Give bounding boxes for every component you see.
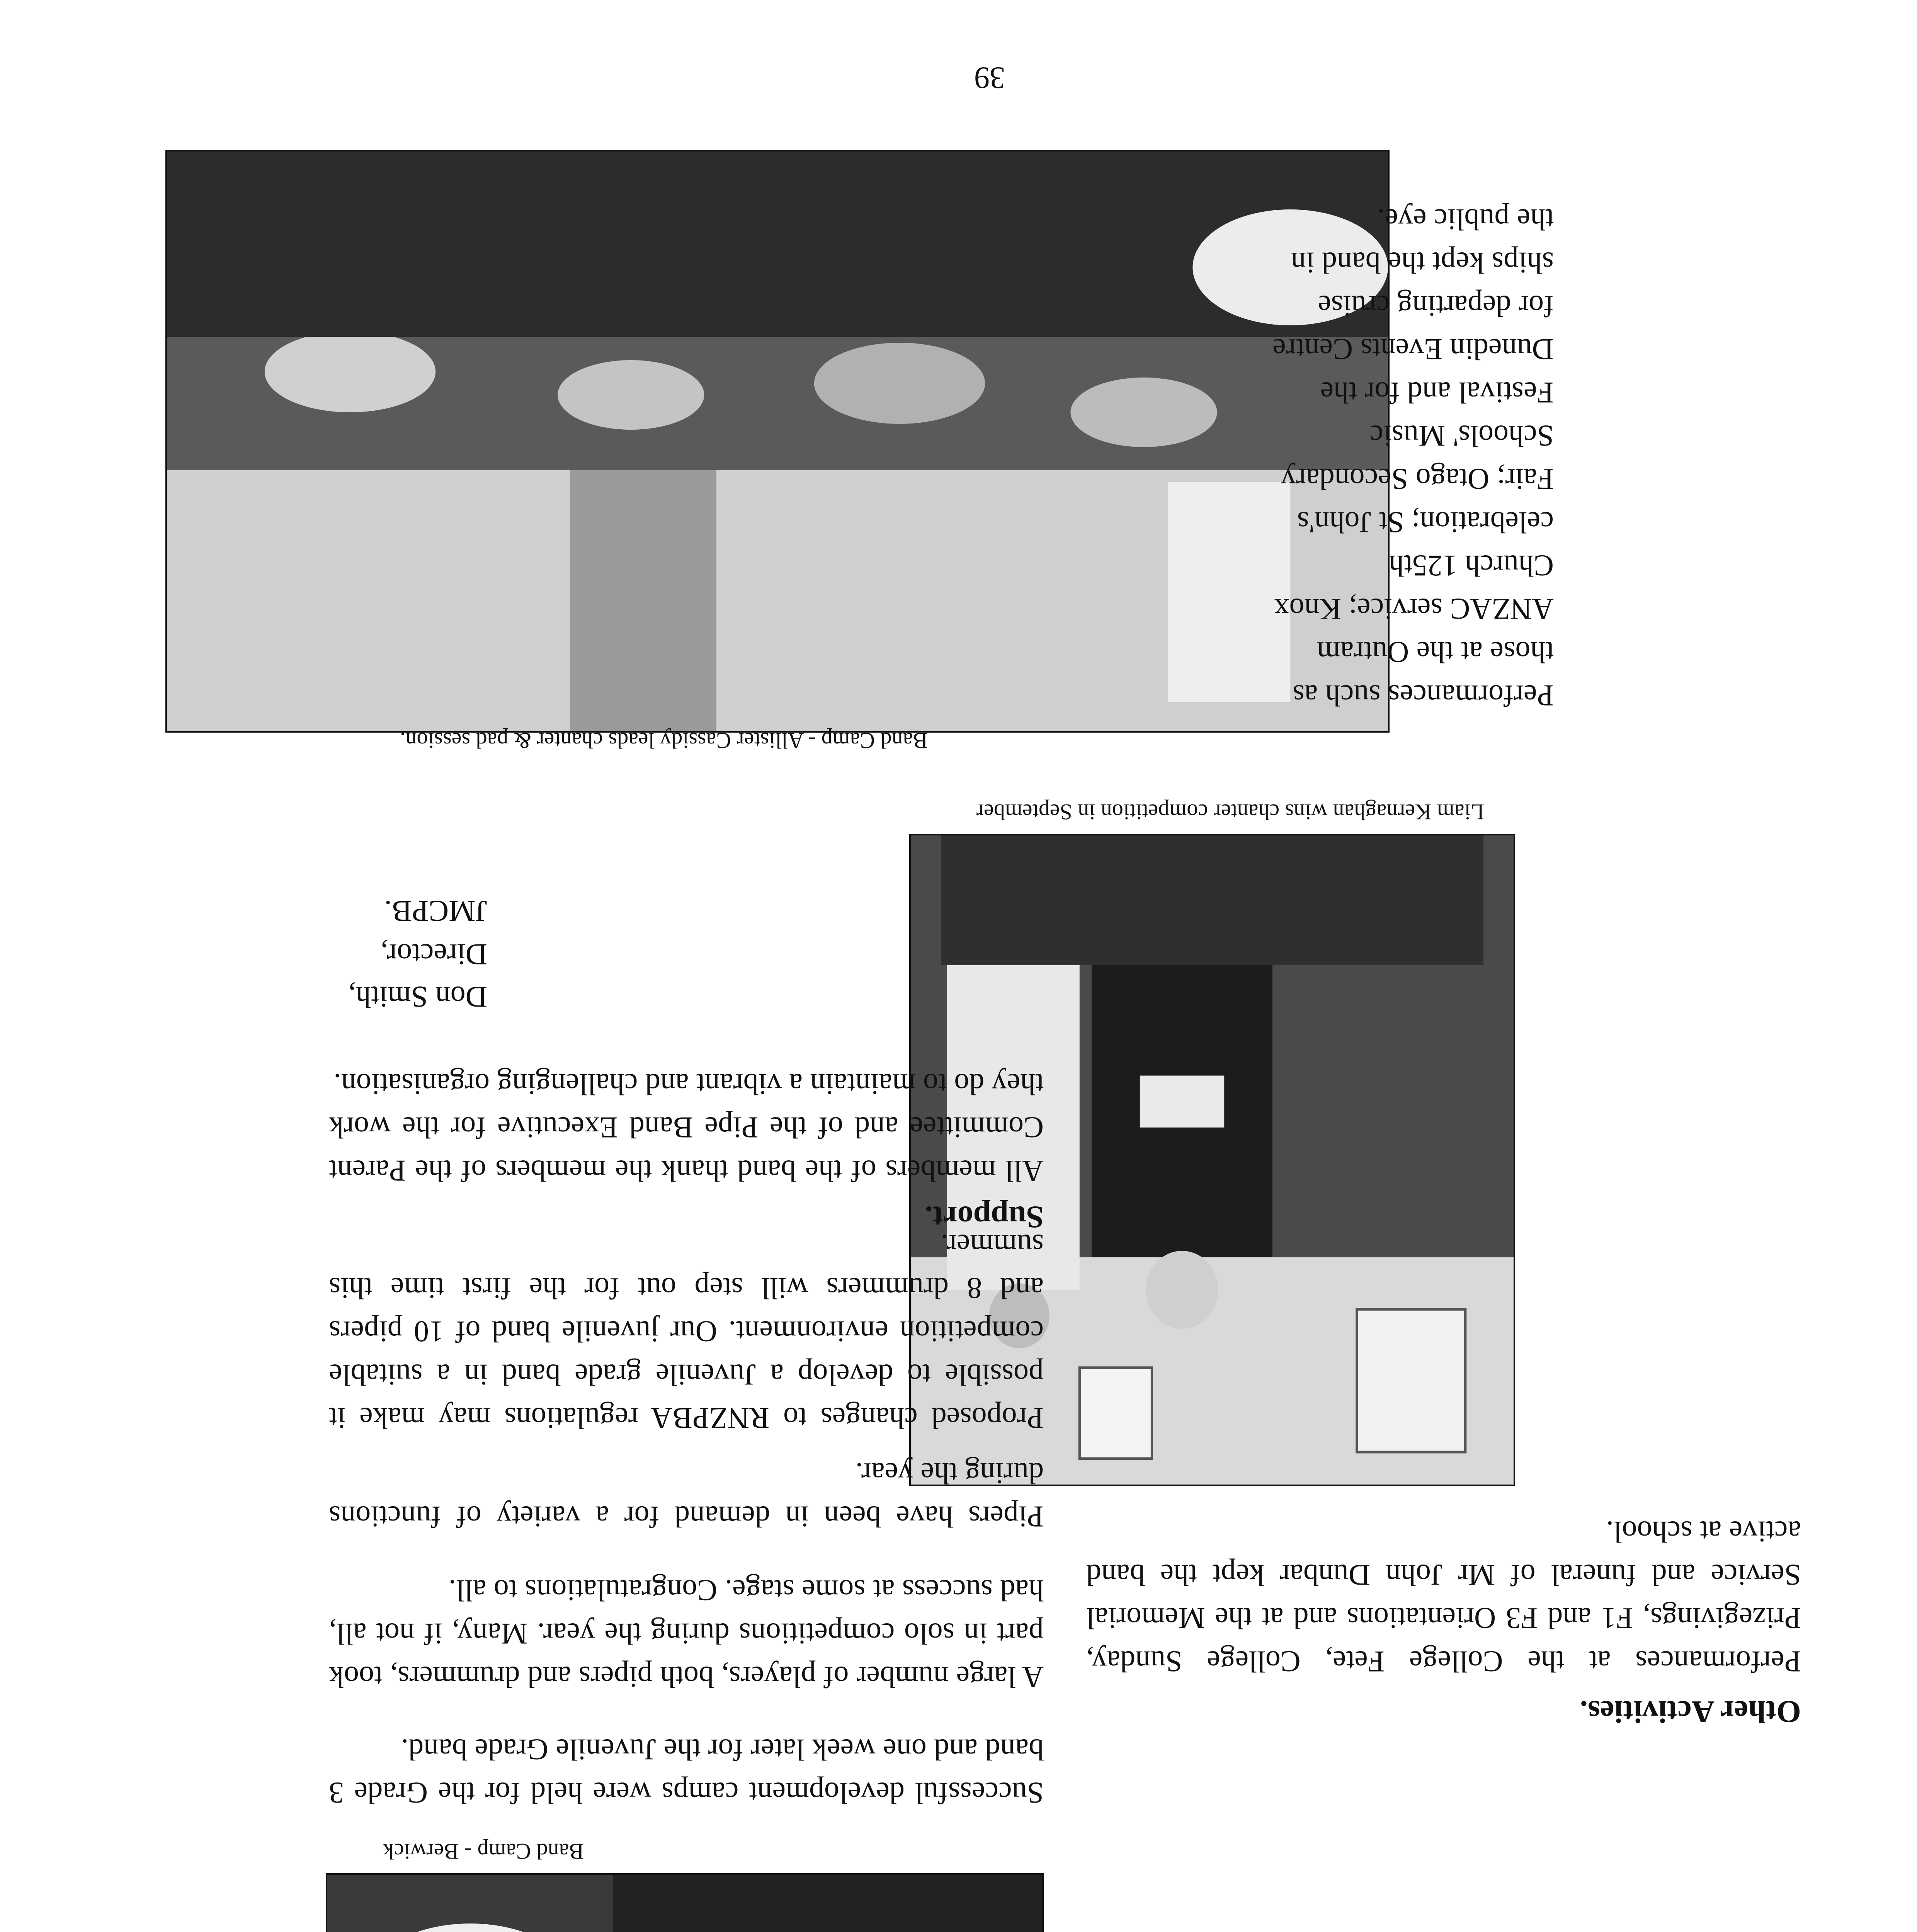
- performances-line: Fair; Otago Secondary: [1281, 463, 1554, 496]
- support-heading: Support.: [925, 1200, 1044, 1235]
- other-activities-text: Performances at the College Fete, College Sunday, Prizegivings, F1 and F3 Orientations and at the Memorial Service and funeral of Mr John Dunbar kept the band active at school.: [1086, 1515, 1801, 1679]
- performances-line: for departing cruise: [1318, 289, 1554, 323]
- juvenile-band-paragraph: Proposed changes to RNZPBA regulations may make it possible to develop a Juvenile grade band in a suitable competition environment. Our juvenile band of 10 pipers and 8 drummers will step out for the first time this summer.: [329, 1228, 1044, 1435]
- signature-title: Director, JMCPB.: [380, 895, 487, 971]
- performances-line: the public eye.: [1377, 203, 1554, 236]
- performances-line: ANZAC service; Knox: [1274, 592, 1554, 626]
- performances-line: those at the Outram: [1317, 636, 1554, 669]
- performances-line: Schools' Music: [1370, 419, 1554, 453]
- performances-line: Church 125th: [1389, 549, 1554, 583]
- page-number: 39: [974, 61, 1005, 95]
- performances-line: ships kept the band in: [1291, 246, 1554, 280]
- chanter-session-caption: Band Camp - Allister Cassidy leads chanter & pad session.: [400, 728, 928, 753]
- photo-band-camp-berwick: [326, 1873, 1044, 1932]
- performances-line: Dunedin Events Centre: [1272, 333, 1554, 366]
- chanter-competition-caption: Liam Kernaghan wins chanter competition in September: [976, 799, 1484, 825]
- photo-band-camp-chanter-session: [165, 150, 1390, 733]
- performances-block: [1221, 198, 1554, 717]
- support-paragraph: All members of the band thank the members of the Parent Committee and of the Pipe Band Executive for the work they do to maintain a vibrant and challenging organisation.: [329, 1068, 1044, 1188]
- performances-line: Festival and for the: [1320, 376, 1554, 410]
- pipers-demand-paragraph: Pipers have been in demand for a variety of functions during the year.: [329, 1457, 1044, 1534]
- performances-line: Performances such as: [1293, 679, 1554, 713]
- signature-name: Don Smith,: [348, 980, 487, 1014]
- solo-competitions-paragraph: A large number of players, both pipers and drummers, took part in solo competitions during the year. Many, if not all, had success at some stage. Congratulations to all.: [329, 1574, 1044, 1694]
- development-camps-paragraph: Successful development camps were held for the Grade 3 band and one week later for the Juvenile Grade band.: [329, 1733, 1044, 1810]
- performances-line: celebration; St John's: [1297, 506, 1554, 539]
- other-activities-heading: Other Activities.: [1580, 1694, 1801, 1730]
- band-camp-berwick-caption: Band Camp - Berwick: [383, 1839, 584, 1864]
